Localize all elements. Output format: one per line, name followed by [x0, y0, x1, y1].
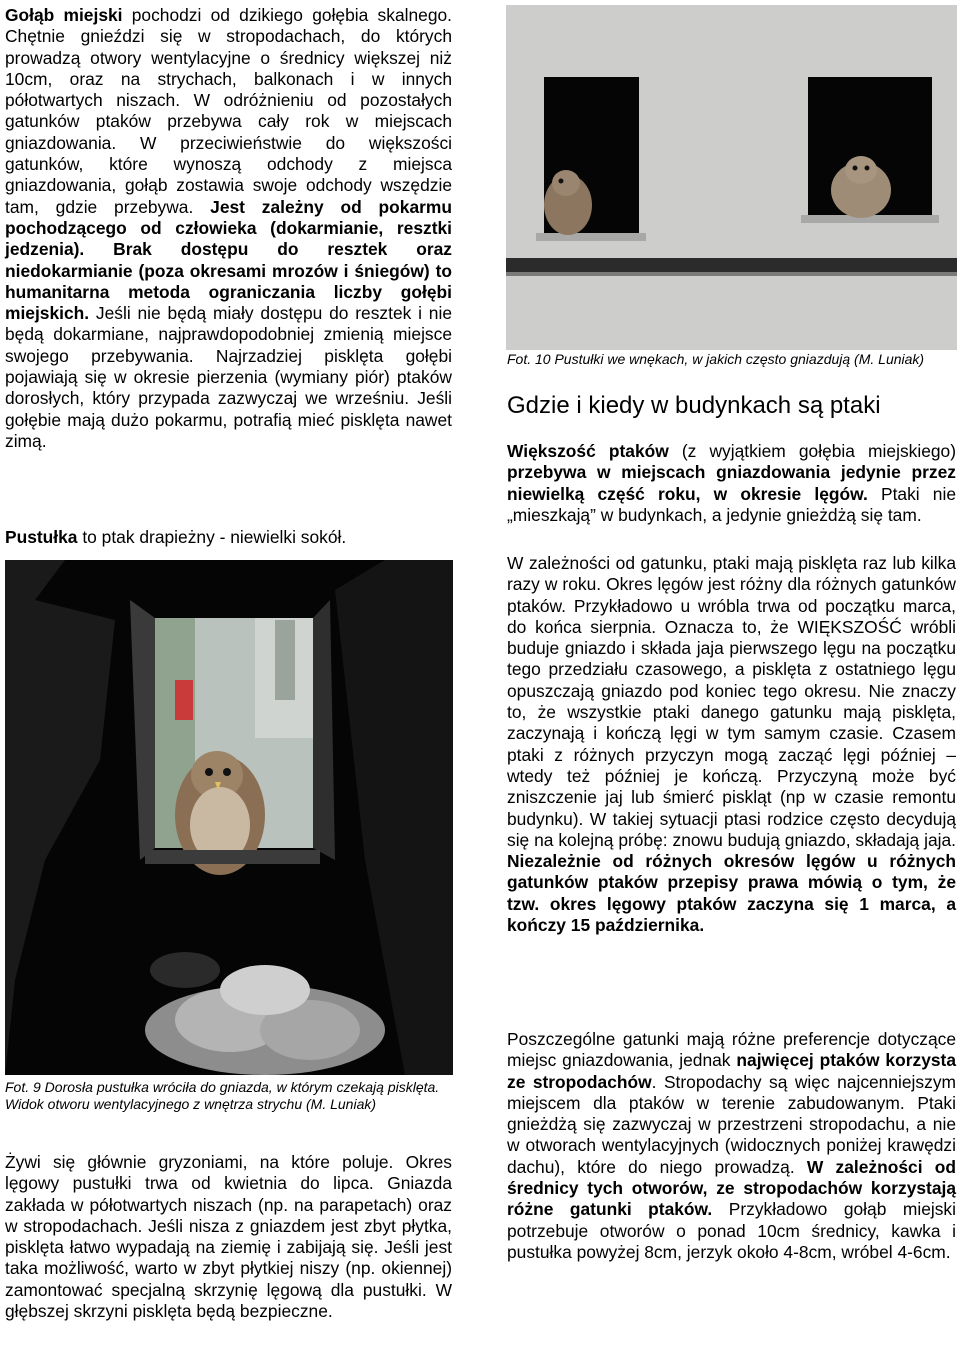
kestrel-paragraph: Żywi się głównie gryzoniami, na które poluje. Okres lęgowy pustułki trwa od kwietnia do lipca. Gniazda zakłada w półotwartych niszach (np. na parapetach) oraz w stropodachach. Jeśli nisza z gniazdem jest zbyt płytka, pisklęta łatwo wypadają na ziemię i zabijają się. Jeśli jest taka możliwość, warto w zbyt płytkiej niszy (np. okiennej) zamontować specjalną skrzynię lęgową dla pustułki. W głębszej skrzyni pisklęta będą bezpieczne.: [5, 1152, 452, 1322]
kestrel-nest-illustration: [5, 560, 453, 1075]
flat-roof-paragraph: Poszczególne gatunki mają różne preferencje dotyczące miejsc gniazdowania, jednak najwięcej ptaków korzysta ze stropodachów. Stropodachy są więc najcenniejszym miejscem dla ptaków w terenie zabudowanym. Ptaki gnieżdżą się zazwyczaj w przestrzeni stropodachu, a nie w otworach wentylacyjnych (widocznych poniżej krawędzi dachu), które do niego prowadzą. W zależności od średnicy tych otworów, ze stropodachów korzystają różne gatunki ptaków. Przykładowo gołąb miejski potrzebuje otworów o ponad 10cm średnicy, kawka i pustułka powyżej 8cm, jerzyk około 4-8cm, wróbel 4-6cm.: [507, 1029, 956, 1262]
photo-10-caption: Fot. 10 Pustułki we wnękach, w jakich często gniazdują (M. Luniak): [507, 351, 925, 367]
section-heading: Gdzie i kiedy w budynkach są ptaki: [507, 392, 881, 419]
kestrel-intro: Pustułka to ptak drapieżny - niewielki sokół.: [5, 527, 347, 547]
breeding-season-paragraph: W zależności od gatunku, ptaki mają pisklęta raz lub kilka razy w roku. Okres lęgów jest różny dla różnych gatunków ptaków. Przykładowo u wróbla trwa od początku marca, do końca sierpnia. Oznacza to, że WIĘKSZOŚĆ wróbli buduje gniazdo i składa jaja pierwszego lęgu na początku tego przedziału czasowego, a pisklęta z ostatniego lęgu opuszczają gniazdo pod koniec tego okresu. Nie znaczy to, że wszystkie ptaki danego gatunku mają pisklęta, zaczynają i kończą lęgi w tym samym czasie. Czasem ptaki z różnych przyczyn mogą zacząć lęgi później – wtedy też później je kończą. Przyczyną może być zniszczenie jaj lub śmierć piskląt (np w czasie remontu budynku). W takiej sytuacji ptasi rodzice często decydują się na kolejną próbę: znowu budują gniazdo, składają jaja. Niezależnie od różnych okresów lęgów u różnych gatunków ptaków przepisy prawa mówią o tym, że tzw. okres lęgowy ptaków zaczyna się 1 marca, a kończy 15 października.: [507, 553, 956, 936]
kestrels-in-niches-photo: [506, 5, 957, 350]
kestrels-niches-illustration: [506, 5, 957, 350]
kestrel-nest-photo: [5, 560, 453, 1075]
photo-9-caption: Fot. 9 Dorosła pustułka wróciła do gniazda, w którym czekają pisklęta. Widok otworu wentylacyjnego z wnętrza strychu (M. Luniak): [5, 1079, 440, 1112]
pigeon-paragraph: Gołąb miejski pochodzi od dzikiego gołębia skalnego. Chętnie gnieździ się w stropodachach, do których prowadzą otwory wentylacyjne o średnicy większej niż 10cm, oraz na strychach, balkonach i w innych półotwartych niszach. W odróżnieniu od pozostałych gatunków ptaków przebywa cały rok w miejscach gniazdowania. W przeciwieństwie do większości gatunków, które wynoszą odchody z miejsca gniazdowania, gołąb zostawia swoje odchody wszędzie tam, gdzie przebywa. Jest zależny od pokarmu pochodzącego od człowieka (dokarmianie, resztki jedzenia). Brak dostępu do resztek oraz niedokarmianie (poza okresami mrozów i śniegów) to humanitarna metoda ograniczania liczby gołębi miejskich. Jeśli nie będą miały dostępu do resztek i nie będą dokarmiane, najprawdopodobniej zmienią miejsce swojego przebywania. Najrzadziej pisklęta gołębi pojawiają się w okresie pierzenia (wymiany piór) ptaków dorosłych, który przypada zazwyczaj we wrześniu. Jeśli gołębie mają dużo pokarmu, potrafią mieć pisklęta nawet zimą.: [5, 5, 452, 451]
birds-occupancy-paragraph: Większość ptaków (z wyjątkiem gołębia miejskiego) przebywa w miejscach gniazdowania jedynie przez niewielką część roku, w okresie lęgów. Ptaki nie „mieszkają” w budynkach, a jedynie gnieżdżą się tam.: [507, 441, 957, 525]
